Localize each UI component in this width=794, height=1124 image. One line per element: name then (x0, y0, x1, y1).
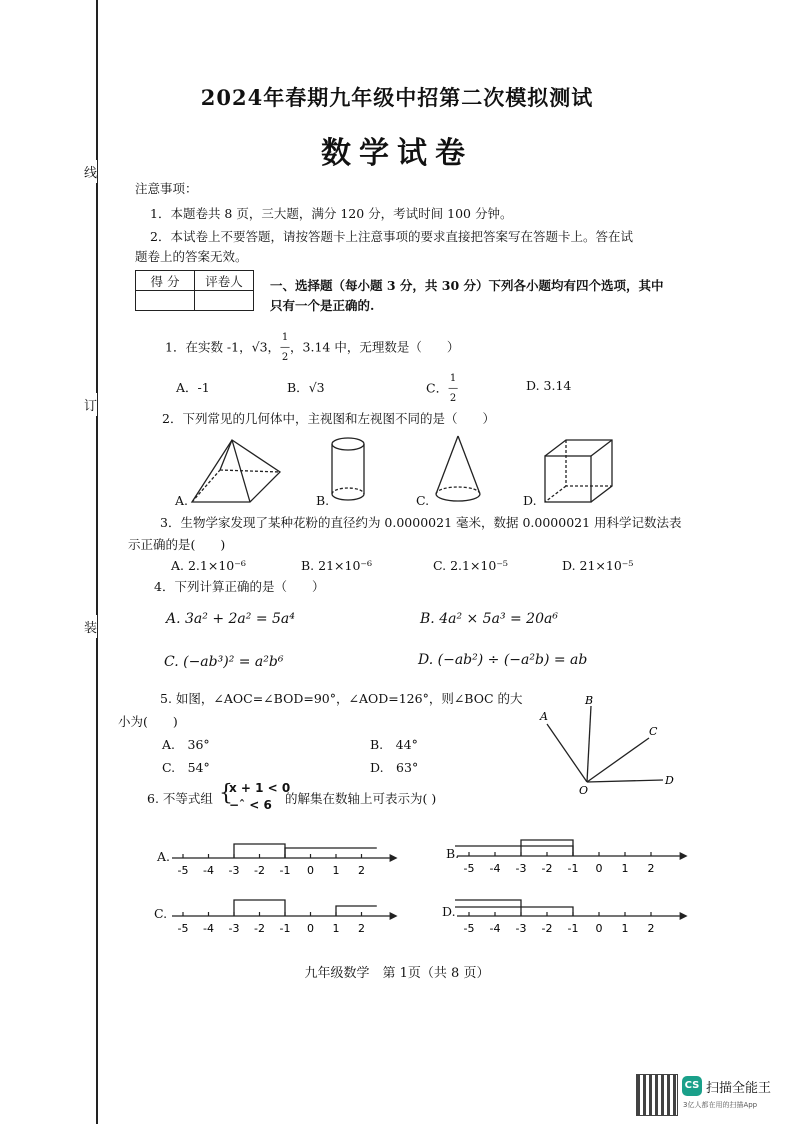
label-o: O (579, 784, 589, 797)
q3-option-d: D. 21×10⁻⁵ (562, 558, 634, 573)
tick-label: -1 (279, 922, 291, 935)
tick-label: 1 (332, 922, 340, 935)
score-header: 得 分 (136, 271, 195, 291)
exam-title: 2024年春期九年级中招第二次模拟测试 (200, 85, 594, 110)
camscanner-tagline: 3亿人都在用的扫描App (683, 1101, 758, 1109)
qr-code-icon (636, 1074, 678, 1116)
number-line-c (170, 888, 400, 936)
q4-option-d: D. (−ab²) ÷ (−a²b) = ab (418, 652, 588, 668)
numline-a (172, 844, 398, 877)
numline-c (172, 900, 398, 935)
solution-bracket (285, 848, 377, 858)
tick-label: 1 (332, 864, 340, 877)
tick-label: 2 (647, 922, 655, 934)
axis-arrow-icon (390, 854, 398, 862)
tick-label: -3 (515, 862, 527, 874)
solution-bracket (455, 846, 573, 856)
cone-figure (436, 436, 480, 501)
q1-option-b-label: B． (287, 380, 309, 395)
fraction-half: 1 — 2 (448, 373, 459, 404)
tick-label: 0 (307, 922, 314, 935)
q5-option-c: C. 54° (162, 760, 210, 775)
tick-label: -1 (279, 864, 291, 877)
note-2-line1: 2．本试卷上不要答题，请按答题卡上注意事项的要求直接把答案写在答题卡上。答在试 (150, 229, 633, 244)
tick-label: -4 (489, 922, 501, 934)
solution-bracket (336, 906, 377, 916)
number-line-b (455, 826, 695, 874)
q3-line2: 示正确的是( ) (128, 537, 226, 552)
q3-option-b: B. 21×10⁻⁶ (301, 558, 373, 573)
sqrt3-symbol: √3， (251, 339, 281, 355)
q1-option-c-label: C． (426, 380, 449, 396)
cylinder-figure (332, 438, 364, 500)
tick-label: -2 (541, 922, 553, 934)
fraction-half: 1 — 2 (280, 332, 291, 363)
tick-label: 2 (358, 922, 365, 935)
tick-label: 0 (595, 922, 603, 934)
tick-label: -4 (203, 864, 214, 877)
tick-label: -1 (567, 922, 579, 934)
tick-label: -5 (177, 864, 189, 877)
camscanner-logo-icon: CS (682, 1076, 702, 1096)
q5-option-a: A. 36° (162, 737, 210, 752)
q1-option-a: A．-1 (176, 380, 210, 395)
label-a: A (540, 710, 548, 723)
q2-label-a: A. (175, 493, 189, 508)
q2-label-b: B. (316, 493, 330, 508)
q6-label-a: A. (157, 849, 171, 864)
system-line1: x + 1 < 0 (229, 781, 291, 795)
ray-oa (547, 724, 587, 782)
tick-label: 2 (358, 864, 365, 877)
section1-line1: 一、选择题（每小题 3 分，共 30 分）下列各小题均有四个选项，其中 (270, 278, 664, 293)
q1-stem-post: ，3.14 中，无理数是（ ） (290, 339, 460, 355)
tick-label: -5 (177, 922, 189, 935)
tick-label: -3 (515, 922, 527, 934)
sqrt3-symbol: √3 (308, 380, 325, 395)
binding-label-zhuang: 装 (84, 615, 97, 638)
tick-label: 0 (595, 862, 603, 874)
ray-ob (587, 706, 591, 782)
binding-label-xian: 线 (84, 160, 97, 183)
axis-arrow-icon (390, 912, 398, 920)
tick-label: -1 (567, 862, 579, 874)
q6-stem-pre: 6. 不等式组 (147, 791, 213, 806)
tick-label: -2 (541, 862, 553, 874)
tick-label: -3 (228, 864, 240, 877)
q1-option-d: D. 3.14 (526, 378, 572, 393)
q5-option-d: D. 63° (370, 760, 419, 775)
q1-option-b (287, 378, 325, 396)
binding-label-ding: 订 (84, 393, 97, 416)
q5-line2: 小为( ) (118, 714, 178, 729)
subject-title: 数学试卷 (321, 136, 473, 171)
number-line-d (455, 886, 695, 934)
page-footer: 九年级数学 第 1页（共 8 页） (304, 966, 490, 981)
q4-option-a: A. 3a² + 2a² = 5a⁴ (166, 611, 295, 627)
label-d: D (665, 774, 674, 787)
grader-header: 评卷人 (195, 271, 254, 291)
q6-stem-post: 的解集在数轴上可表示为( ) (285, 791, 437, 806)
q4-option-c: C. (−ab³)² = a²b⁶ (164, 654, 284, 670)
q5-option-b: B. 44° (370, 737, 418, 752)
solution-bracket (455, 900, 521, 916)
ray-oc (587, 738, 649, 782)
tick-label: -2 (254, 922, 265, 935)
q6-label-b: B. (446, 846, 460, 861)
tick-label: 2 (647, 862, 655, 874)
label-b: B (585, 694, 594, 707)
ray-od (587, 780, 663, 782)
q2-label-d: D. (523, 493, 537, 508)
numline-d (455, 900, 688, 934)
q1-stem (165, 333, 459, 363)
q5-angle-figure (535, 690, 685, 800)
note-2-line2: 题卷上的答案无效。 (135, 249, 248, 264)
section1-line2: 只有一个是正确的. (270, 298, 375, 313)
tick-label: -3 (228, 922, 240, 935)
notes-heading: 注意事项： (135, 181, 198, 196)
q2-stem: 2．下列常见的几何体中，主视图和左视图不同的是（ ） (162, 411, 495, 426)
score-cell (136, 291, 195, 311)
q3-option-a: A. 2.1×10⁻⁶ (171, 558, 246, 573)
tick-label: 1 (621, 862, 629, 874)
q6-label-c: C. (154, 906, 168, 921)
axis-arrow-icon (680, 912, 688, 920)
tick-label: -4 (203, 922, 214, 935)
prism-figure (192, 440, 280, 502)
camscanner-name: 扫描全能王 (706, 1081, 772, 1096)
q3-line1: 3．生物学家发现了某种花粉的直径约为 0.0000021 毫米，数据 0.0000021 用科学记数法表 (160, 515, 682, 530)
tick-label: 0 (307, 864, 314, 877)
q4-stem: 4．下列计算正确的是（ ） (154, 579, 325, 594)
tick-label: -2 (254, 864, 265, 877)
q2-figures (170, 430, 630, 510)
tick-label: 1 (621, 922, 629, 934)
tick-label: -5 (463, 922, 475, 934)
q3-option-c: C. 2.1×10⁻⁵ (433, 558, 508, 573)
score-table (135, 270, 254, 311)
q2-label-c: C. (416, 493, 430, 508)
number-line-a (170, 830, 400, 878)
solution-bracket (455, 907, 573, 916)
system-line2: −ˆ < 6 (229, 798, 272, 812)
note-1: 1．本题卷共 8 页，三大题，满分 120 分，考试时间 100 分钟。 (150, 206, 513, 221)
q1-option-c (426, 374, 458, 404)
q4-option-b: B. 4a² × 5a³ = 20a⁶ (420, 611, 558, 627)
tick-label: -5 (463, 862, 475, 874)
axis-arrow-icon (680, 852, 688, 860)
q6-label-d: D. (442, 904, 456, 919)
system-brace: { (219, 781, 233, 806)
numline-b (455, 840, 688, 874)
grader-cell (195, 291, 254, 311)
label-c: C (649, 725, 658, 738)
cube-figure (545, 440, 612, 502)
tick-label: -4 (489, 862, 501, 874)
q1-stem-pre: 1．在实数 -1， (165, 339, 252, 355)
q5-line1: 5. 如图，∠AOC=∠BOD=90°，∠AOD=126°，则∠BOC 的大 (160, 691, 523, 706)
